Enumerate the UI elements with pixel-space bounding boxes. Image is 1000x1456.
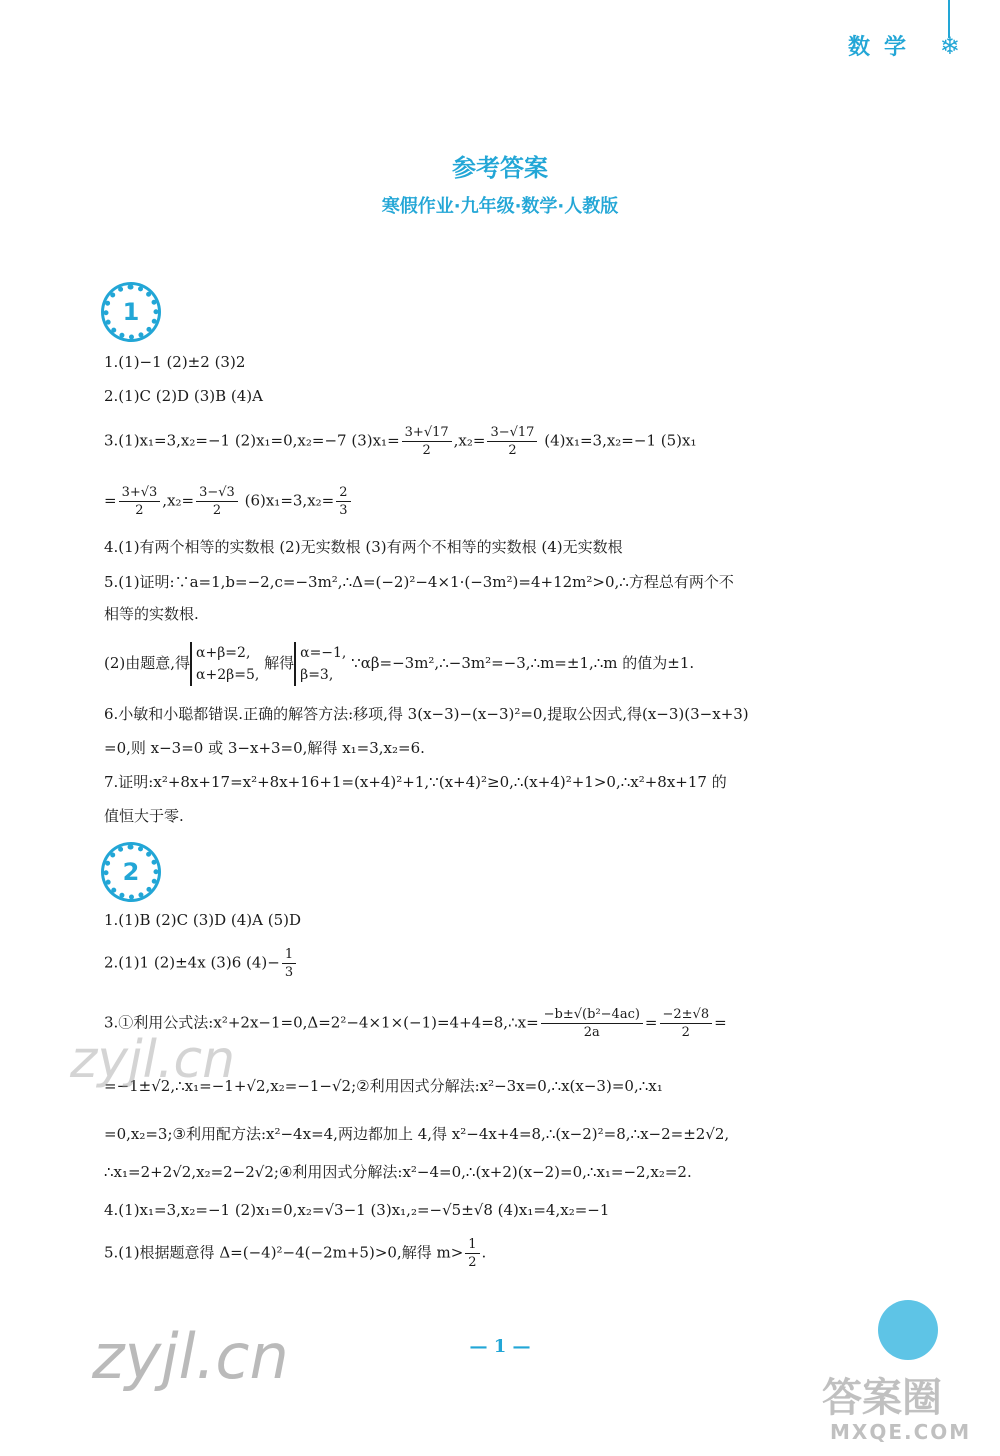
denominator: 3 (339, 503, 348, 518)
page-title: 参考答案 (452, 154, 548, 182)
denominator: 2 (468, 1255, 477, 1270)
numerator: 2 (336, 484, 350, 502)
text-segment: = (714, 1013, 727, 1032)
page-number: — 1 — (469, 1336, 531, 1357)
denominator: 3 (284, 965, 294, 980)
text-segment: (6)x₁=3,x₂= (239, 491, 335, 510)
answer-line (104, 1236, 904, 1271)
numerator: 1 (465, 1236, 479, 1254)
denominator: 2 (212, 503, 222, 518)
page-subtitle: 寒假作业·九年级·数学·人教版 (381, 196, 619, 217)
answer-line: 4.(1)有两个相等的实数根 (2)无实数根 (3)有两个不相等的实数根 (4)无实数根 (104, 538, 623, 556)
system-row: α=−1, (300, 645, 347, 661)
numerator: 1 (282, 946, 296, 964)
denominator: 2 (422, 443, 431, 458)
text-segment: (4)x₁=3,x₂=−1 (5)x₁ (539, 431, 697, 450)
mascot-icon (878, 1300, 938, 1360)
system-row: α+2β=5, (196, 667, 260, 683)
answer-line (104, 642, 904, 686)
fraction (336, 484, 350, 519)
watermark: zyjl.cn (92, 1320, 289, 1393)
answer-line: =−1±√2,∴x₁=−1+√2,x₂=−1−√2;②利用因式分解法:x²−3x=0,∴x(x−3)=0,∴x₁ (104, 1077, 663, 1095)
answer-line: 1.(1)−1 (2)±2 (3)2 (104, 353, 246, 371)
text-segment: ,x₂= (162, 491, 195, 510)
denominator: 2a (583, 1025, 600, 1040)
numerator: 3−√3 (196, 484, 238, 502)
answer-line: =0,则 x−3=0 或 3−x+3=0,解得 x₁=3,x₂=6. (104, 739, 425, 757)
section-badge-2: 2 (104, 845, 158, 899)
numerator: 3−√17 (487, 424, 537, 442)
equation-system (294, 642, 346, 686)
fraction (119, 484, 161, 519)
text-segment: 2.(1)1 (2)±4x (3)6 (4)− (104, 953, 280, 972)
answer-line (104, 424, 904, 459)
numerator: −b±√(b²−4ac) (541, 1006, 643, 1024)
numerator: 3+√3 (119, 484, 161, 502)
answer-line: 5.(1)证明:∵a=1,b=−2,c=−3m²,∴Δ=(−2)²−4×1·(−3m²)=4+12m²>0,∴方程总有两个不 (104, 573, 734, 591)
numerator: 3+√17 (402, 424, 452, 442)
answer-line: 7.证明:x²+8x+17=x²+8x+16+1=(x+4)²+1,∵(x+4)²≥0,∴(x+4)²+1>0,∴x²+8x+17 的 (104, 773, 727, 791)
answer-line: 值恒大于零. (104, 807, 184, 825)
answer-line: 1.(1)B (2)C (3)D (4)A (5)D (104, 911, 302, 929)
answer-line: 相等的实数根. (104, 605, 199, 623)
watermark: MXQE.COM (830, 1420, 972, 1444)
fraction (487, 424, 537, 459)
text-segment: 3.(1)x₁=3,x₂=−1 (2)x₁=0,x₂=−7 (3)x₁= (104, 431, 400, 450)
answer-line (104, 484, 904, 519)
equation-system (190, 642, 259, 686)
denominator: 2 (681, 1025, 690, 1040)
answer-line (104, 946, 904, 981)
fraction (660, 1006, 713, 1041)
fraction (402, 424, 452, 459)
answer-line: 6.小敏和小聪都错误.正确的解答方法:移项,得 3(x−3)−(x−3)²=0,提取公因式,得(x−3)(3−x+3) (104, 705, 749, 723)
fraction (465, 1236, 479, 1271)
snowflake-icon: ❄ (939, 32, 960, 60)
system-row: α+β=2, (196, 645, 251, 661)
text-segment: 3.①利用公式法:x²+2x−1=0,Δ=2²−4×1×(−1)=4+4=8,∴x= (104, 1013, 539, 1032)
text-segment: (2)由题意,得 (104, 654, 191, 672)
header-subject: 数学 (847, 35, 920, 60)
text-segment: 5.(1)根据题意得 Δ=(−4)²−4(−2m+5)>0,解得 m> (104, 1243, 464, 1262)
watermark: 答案圈 (822, 1375, 942, 1421)
answer-line: =0,x₂=3;③利用配方法:x²−4x=4,两边都加上 4,得 x²−4x+4=8,∴(x−2)²=8,∴x−2=±2√2, (104, 1125, 730, 1143)
text-segment: 解得 (264, 654, 295, 672)
denominator: 2 (508, 443, 517, 458)
answer-line: 2.(1)C (2)D (3)B (4)A (104, 387, 263, 405)
answer-line: ∴x₁=2+2√2,x₂=2−2√2;④利用因式分解法:x²−4=0,∴(x+2)(x−2)=0,∴x₁=−2,x₂=2. (104, 1163, 692, 1181)
numerator: −2±√8 (660, 1006, 713, 1024)
fraction (282, 946, 296, 981)
section-badge-1: 1 (104, 285, 158, 339)
text-segment: . (481, 1243, 487, 1262)
answer-line: 4.(1)x₁=3,x₂=−1 (2)x₁=0,x₂=√3−1 (3)x₁,₂=−√5±√8 (4)x₁=4,x₂=−1 (104, 1201, 610, 1219)
watermark: zyjl.cn (70, 1030, 236, 1090)
fraction (196, 484, 238, 519)
denominator: 2 (135, 503, 144, 518)
text-segment: = (644, 1013, 658, 1032)
text-segment: ,x₂= (453, 431, 486, 450)
text-segment: ∵αβ=−3m²,∴−3m²=−3,∴m=±1,∴m 的值为±1. (351, 654, 695, 672)
fraction (541, 1006, 643, 1041)
text-segment: = (104, 491, 117, 510)
system-row: β=3, (300, 667, 334, 683)
